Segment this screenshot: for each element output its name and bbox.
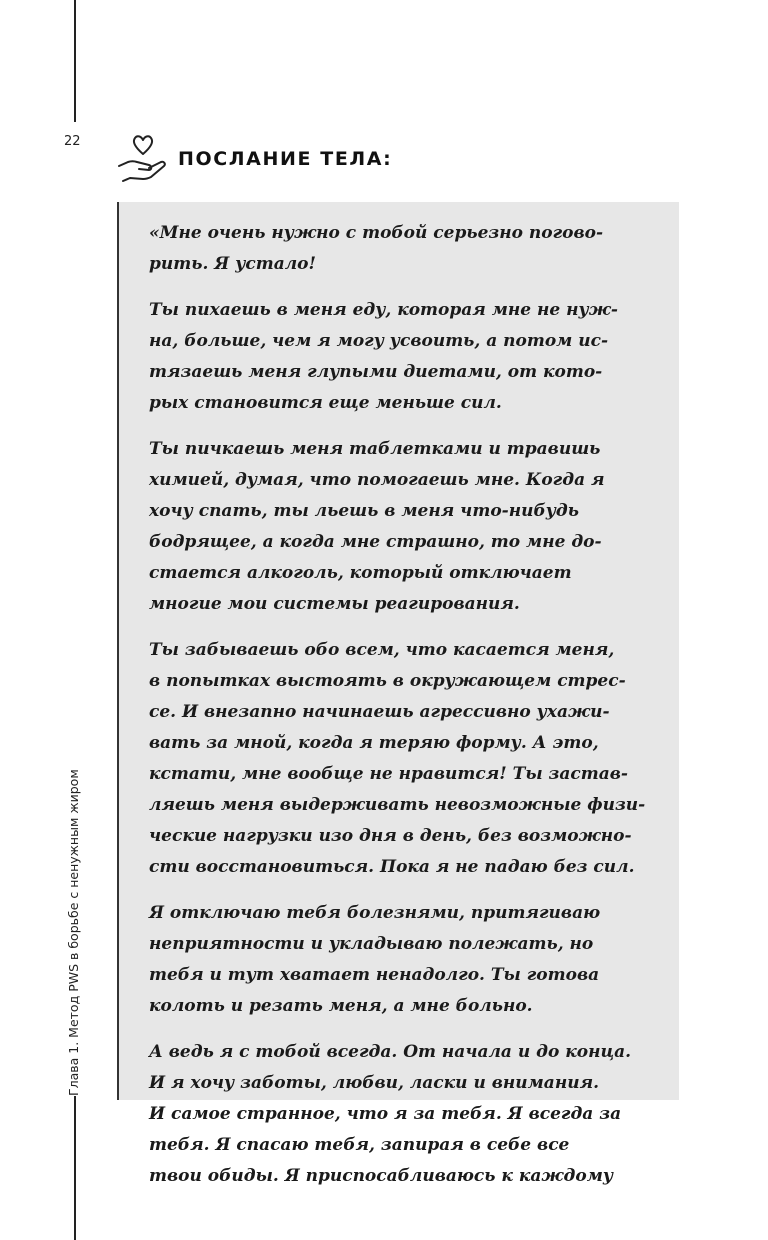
margin-rule-top (74, 0, 76, 122)
running-head: Глава 1. Метод PWS в борьбе с ненужным жиром (66, 769, 81, 1096)
heart-in-hand-icon (116, 134, 170, 184)
section-title: ПОСЛАНИЕ ТЕЛА: (178, 148, 393, 170)
quote-paragraph: Ты пихаешь в меня еду, которая мне не нуж- на, больше, чем я могу усвоить, а потом ис- тязаешь меня глупыми диетами, от кото- рых становится еще меньше сил. (149, 300, 618, 413)
quote-box (117, 202, 679, 1186)
margin-rule-bottom (74, 1096, 76, 1240)
quote-paragraph: «Мне очень нужно с тобой серьезно погово- рить. Я устало! (149, 223, 604, 274)
section-heading (116, 134, 392, 184)
quote-paragraph: Ты забываешь обо всем, что касается меня, в попытках выстоять в окружающем стрес- се. И внезапно начинаешь агрессивно ухажи- вать за мной, когда я теряю форму. А это, кстати, мне вообще не нравится! Ты застав- ляешь меня выдерживать невозможные физи- ческие нагрузки изо дня в день, без возможно- сти восстановиться. Пока я не падаю без сил. (149, 640, 646, 877)
quote-paragraph: Ты пичкаешь меня таблетками и травишь химией, думая, что помогаешь мне. Когда я хочу спать, ты льешь в меня что-нибудь бодрящее, а когда мне страшно, то мне до- стается алкоголь, который отключает многие мои системы реагирования. (149, 439, 605, 614)
quote-paragraph: А ведь я с тобой всегда. От начала и до конца. И я хочу заботы, любви, ласки и внимания. И самое странное, что я за тебя. Я всегда за тебя. Я спасаю тебя, запирая в себе все твои обиды. Я приспосабливаюсь к каждому (149, 1042, 632, 1186)
page-number: 22 (64, 134, 81, 149)
quote-paragraph: Я отключаю тебя болезнями, притягиваю неприятности и укладываю полежать, но тебя и тут хватает ненадолго. Ты готова колоть и резать меня, а мне больно. (149, 903, 601, 1016)
